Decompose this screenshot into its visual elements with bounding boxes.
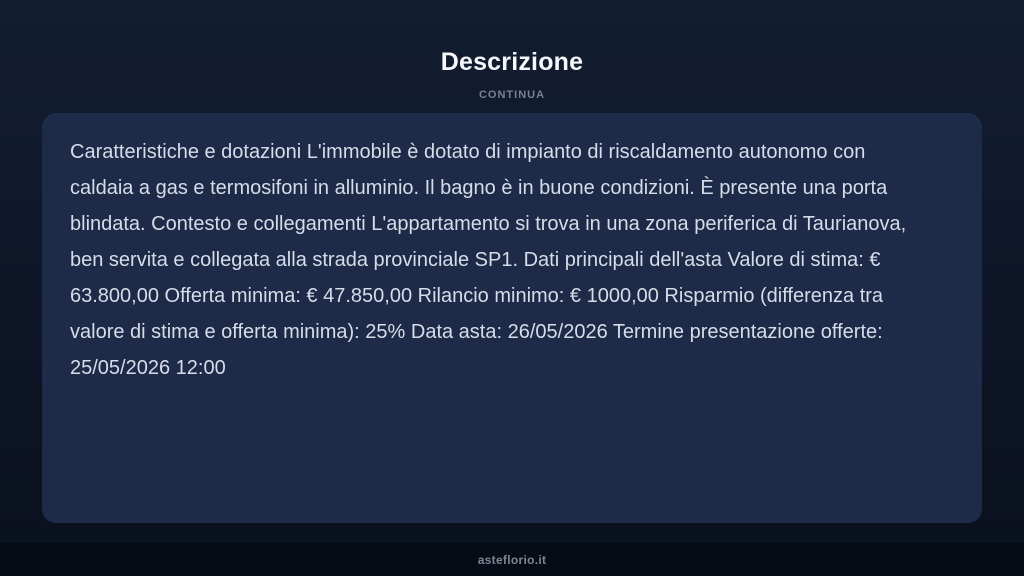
description-text: Caratteristiche e dotazioni L'immobile è dotato di impianto di riscaldamento autonomo con caldaia a gas e termosifoni in alluminio. Il bagno è in buone condizioni. È presente una porta blindata. Contesto e collegamenti L'appartamento si trova in una zona periferica di Taurianova, ben servita e collegata alla strada provinciale SP1. Dati principali dell'asta Valore di stima: € 63.800,00 Offerta minima: € 47.850,00 Rilancio minimo: € 1000,00 Risparmio (differenza tra valore di stima e offerta minima): 25% Data asta: 26/05/2026 Termine presentazione offerte: 25/05/2026 12:00 [70,141,907,379]
site-label: asteflorio.it [477,552,547,567]
continua-label: CONTINUA [478,89,546,101]
footer-bar [0,543,1024,576]
page-title: Descrizione [440,48,584,76]
description-card [42,113,982,523]
